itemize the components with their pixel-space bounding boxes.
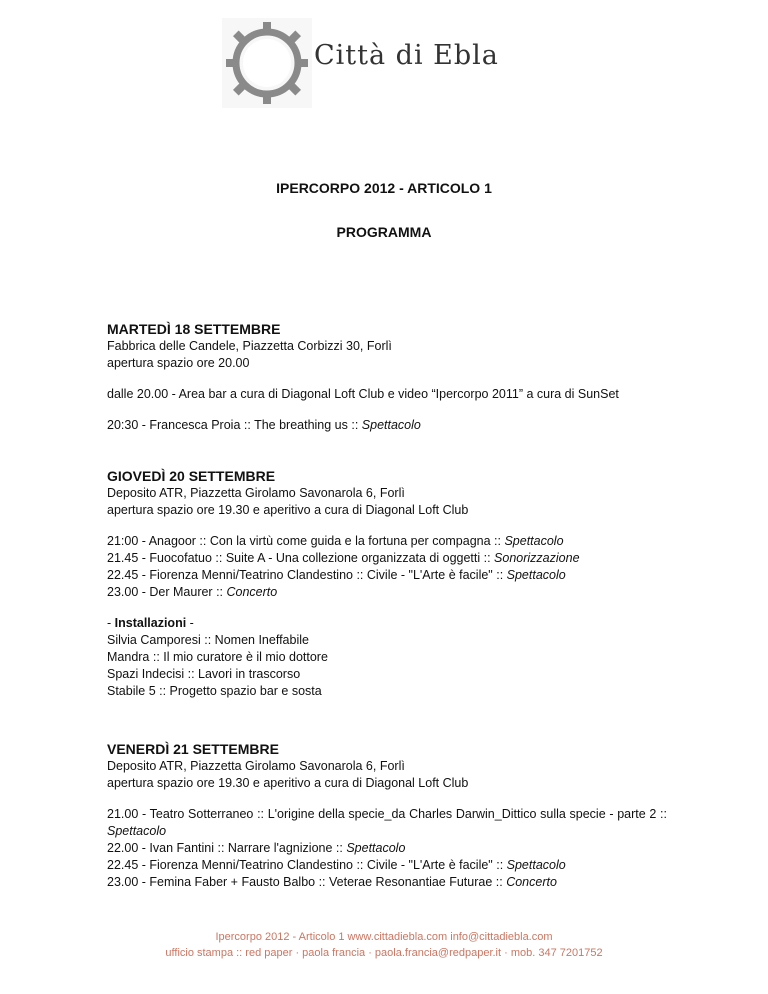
footer-line: ufficio stampa :: red paper · paola francia · paola.francia@redpaper.it · mob. 347 7201752 bbox=[165, 947, 603, 959]
venue: Deposito ATR, Piazzetta Girolamo Savonarola 6, Forlì bbox=[107, 486, 405, 500]
event-text: 23.00 - Femina Faber + Fausto Balbo :: Veterae Resonantiae Futurae :: bbox=[107, 875, 507, 889]
event-line bbox=[107, 533, 667, 550]
extra-note: dalle 20.00 - Area bar a cura di Diagonal Loft Club e video “Ipercorpo 2011” a cura di SunSet bbox=[107, 387, 619, 401]
event-type: Spettacolo bbox=[361, 418, 421, 432]
event-line bbox=[107, 840, 667, 857]
event-type: Concerto bbox=[226, 585, 278, 599]
installations-heading: - Installazioni - bbox=[107, 616, 194, 630]
footer-line: Ipercorpo 2012 - Articolo 1 www.cittadiebla.com info@cittadiebla.com bbox=[215, 931, 553, 943]
event-text: 21.00 - Teatro Sotterraneo :: L'origine della specie_da Charles Darwin_Dittico sulla specie - parte 2 :: bbox=[107, 807, 667, 821]
event-text: 22.00 - Ivan Fantini :: Narrare l'agnizione :: bbox=[107, 841, 347, 855]
logo-text: Città di Ebla bbox=[314, 40, 499, 71]
opening-time: apertura spazio ore 19.30 e aperitivo a cura di Diagonal Loft Club bbox=[107, 776, 469, 790]
installation-item: Silvia Camporesi :: Nomen Ineffabile bbox=[107, 633, 309, 647]
installation-item: Spazi Indecisi :: Lavori in trascorso bbox=[107, 667, 301, 681]
event-line bbox=[107, 550, 667, 567]
event-line bbox=[107, 857, 667, 874]
day-section bbox=[107, 467, 667, 700]
event-type: Sonorizzazione bbox=[494, 551, 580, 565]
event-line bbox=[107, 584, 667, 601]
event-text: 21.45 - Fuocofatuo :: Suite A - Una collezione organizzata di oggetti :: bbox=[107, 551, 495, 565]
event-type: Spettacolo bbox=[107, 824, 167, 838]
event-line bbox=[107, 417, 667, 434]
event-text: 22.45 - Fiorenza Menni/Teatrino Clandestino :: Civile - "L'Arte è facile" :: bbox=[107, 568, 507, 582]
event-line bbox=[107, 874, 667, 891]
logo bbox=[222, 18, 532, 108]
event-line bbox=[107, 567, 667, 584]
day-heading: MARTEDÌ 18 SETTEMBRE bbox=[107, 321, 281, 337]
venue: Deposito ATR, Piazzetta Girolamo Savonarola 6, Forlì bbox=[107, 759, 405, 773]
day-heading: VENERDÌ 21 SETTEMBRE bbox=[107, 741, 279, 757]
page-subtitle: PROGRAMMA bbox=[336, 224, 432, 240]
gear-circle-icon bbox=[222, 18, 312, 108]
event-text: 22.45 - Fiorenza Menni/Teatrino Clandestino :: Civile - "L'Arte è facile" :: bbox=[107, 858, 507, 872]
event-line bbox=[107, 806, 667, 840]
installation-item: Mandra :: Il mio curatore è il mio dottore bbox=[107, 650, 328, 664]
event-type: Spettacolo bbox=[346, 841, 406, 855]
day-section bbox=[107, 320, 667, 434]
event-type: Spettacolo bbox=[504, 534, 564, 548]
day-section bbox=[107, 740, 667, 891]
event-type: Concerto bbox=[506, 875, 557, 889]
event-type: Spettacolo bbox=[506, 568, 566, 582]
event-text: 23.00 - Der Maurer :: bbox=[107, 585, 227, 599]
day-heading: GIOVEDÌ 20 SETTEMBRE bbox=[107, 468, 276, 484]
page-title: IPERCORPO 2012 - ARTICOLO 1 bbox=[276, 180, 492, 196]
opening-time: apertura spazio ore 20.00 bbox=[107, 356, 250, 370]
opening-time: apertura spazio ore 19.30 e aperitivo a cura di Diagonal Loft Club bbox=[107, 503, 469, 517]
event-text: 21:00 - Anagoor :: Con la virtù come guida e la fortuna per compagna :: bbox=[107, 534, 505, 548]
installations-label: Installazioni bbox=[114, 616, 187, 630]
venue: Fabbrica delle Candele, Piazzetta Corbizzi 30, Forlì bbox=[107, 339, 392, 353]
event-text: 20:30 - Francesca Proia :: The breathing us :: bbox=[107, 418, 362, 432]
footer bbox=[0, 929, 768, 961]
event-type: Spettacolo bbox=[506, 858, 566, 872]
installation-item: Stabile 5 :: Progetto spazio bar e sosta bbox=[107, 684, 322, 698]
